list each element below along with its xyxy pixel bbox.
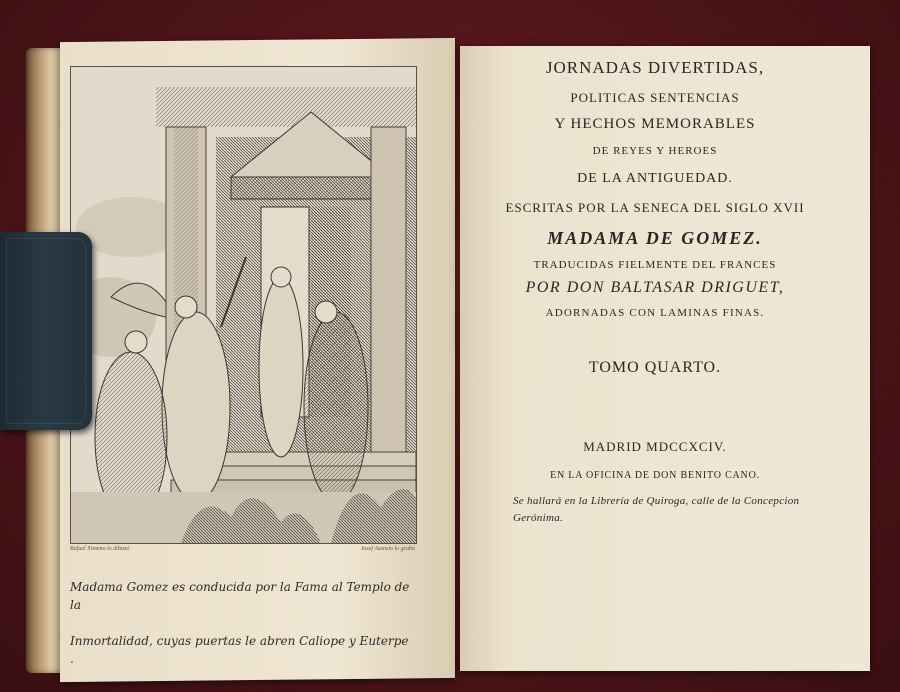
imprint-place-year: MADRID MDCCXCIV. [583,439,727,454]
title-page-text [455,58,855,527]
author-name: MADAMA DE GOMEZ. [547,228,763,248]
engraving-caption [70,560,410,686]
translation-note: TRADUCIDAS FIELMENTE DEL FRANCES [533,259,777,271]
volume-label: TOMO QUARTO. [588,359,722,376]
title-line-4: DE REYES Y HEROES [592,145,718,157]
engraving-illustration [70,66,417,544]
imprint-printer: EN LA OFICINA DE DON BENITO CANO. [550,470,760,481]
credit-artist: Rafael Ximeno lo dibuxó [70,546,130,552]
translator-name: POR DON BALTASAR DRIGUET, [525,279,785,296]
title-line-3: Y HECHOS MEMORABLES [554,116,756,132]
caption-line-1: Madama Gomez es conducida por la Fama al Templo de la [70,580,410,612]
engraving-credits [70,546,415,556]
title-line-6: ESCRITAS POR LA SENECA DEL SIGLO XVII [505,200,805,215]
page-clip [0,232,92,430]
caption-line-2: Inmortalidad, cuyas puertas le abren Caliope y Euterpe . [70,634,409,666]
title-line-1: JORNADAS DIVERTIDAS, [545,58,765,77]
title-line-2: POLITICAS SENTENCIAS [570,90,740,105]
imprint-seller: Se hallará en la Librería de Quiroga, calle de la Concepcion Gerónima. [513,495,800,524]
title-line-5: DE LA ANTIGUEDAD. [577,171,733,186]
illustration-note: ADORNADAS CON LAMINAS FINAS. [545,307,765,319]
temple-scene-icon [71,67,416,543]
credit-engraver: Josef Asensio lo grabó [360,546,415,552]
